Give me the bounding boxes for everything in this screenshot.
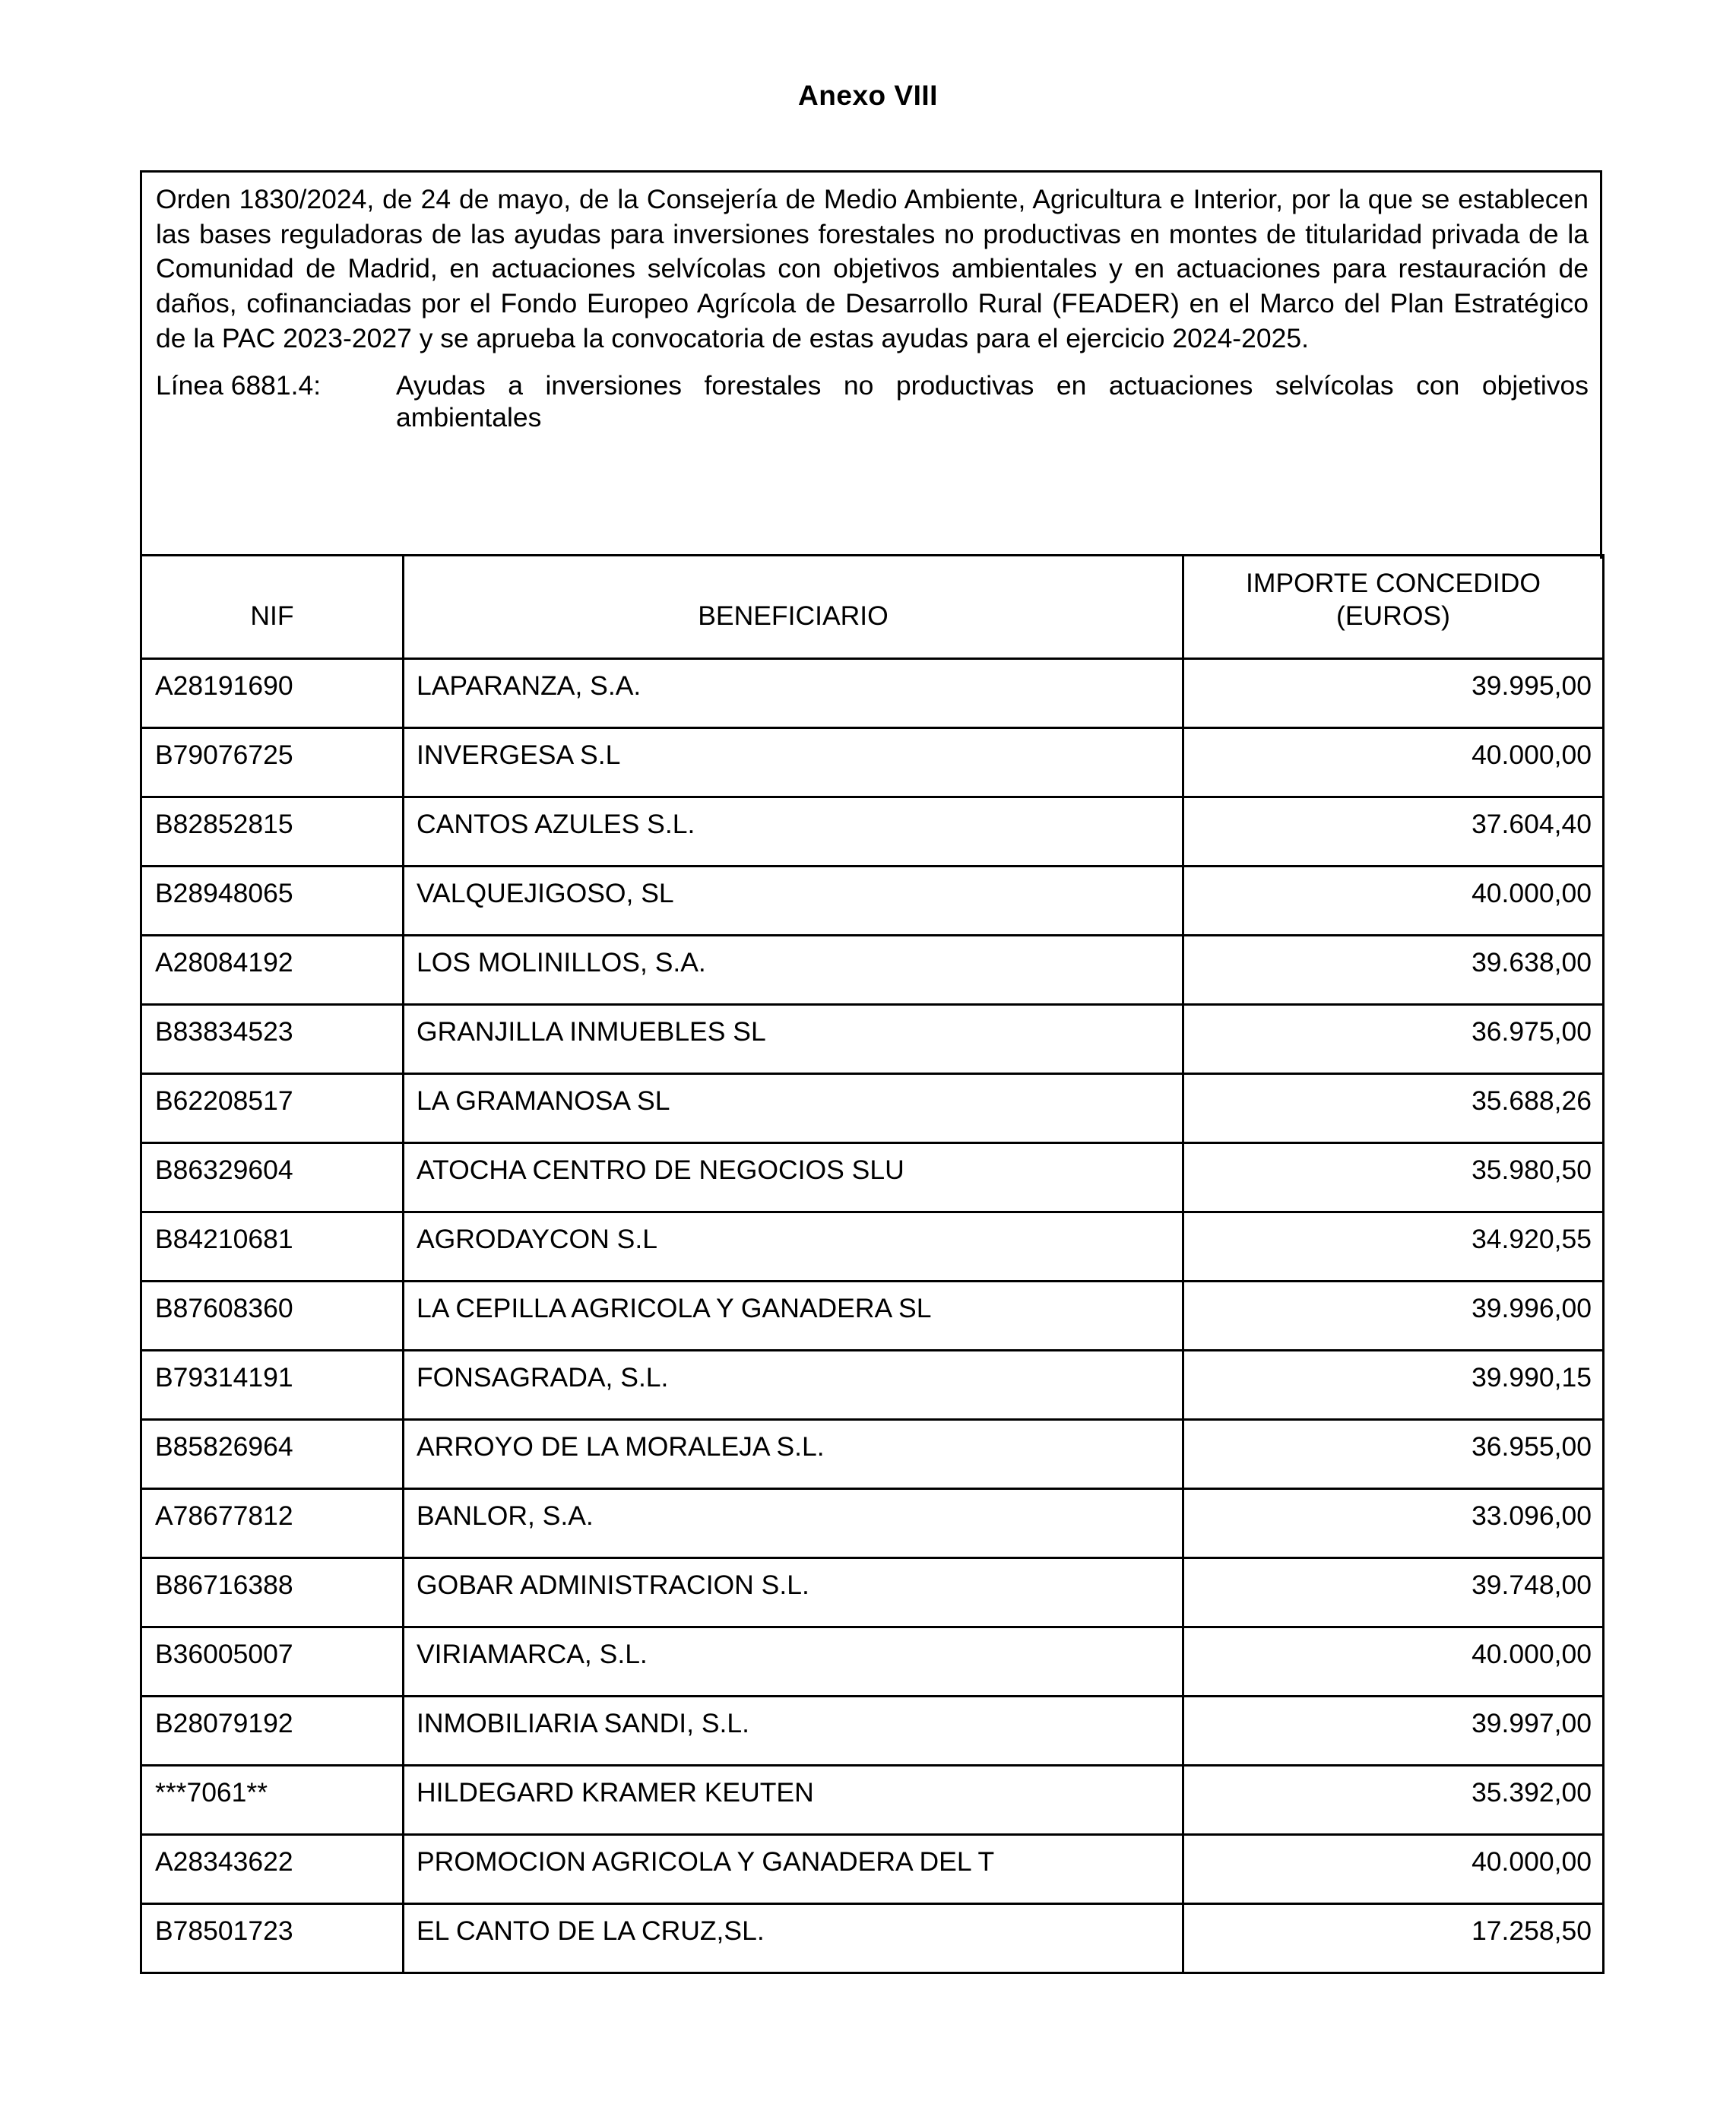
nif-cell: B79314191 [141,1351,404,1420]
header-nif: NIF [141,556,404,659]
table-row [141,1835,1604,1904]
linea-code: Línea 6881.4: [156,369,322,401]
table-row [141,1420,1604,1489]
nif-cell: B82852815 [141,797,404,867]
table-row [141,1282,1604,1351]
nif-cell: A28191690 [141,659,404,728]
beneficiary-cell: ATOCHA CENTRO DE NEGOCIOS SLU [404,1143,1183,1212]
amount-cell: 35.392,00 [1183,1766,1604,1835]
beneficiary-cell: BANLOR, S.A. [404,1489,1183,1558]
amount-cell: 35.980,50 [1183,1143,1604,1212]
nif-cell: A28084192 [141,936,404,1005]
table-row [141,867,1604,936]
order-description: Orden 1830/2024, de 24 de mayo, de la Consejería de Medio Ambiente, Agricultura e Interior, por la que se establecen las bases reguladoras de las ayudas para inversiones forestales no productivas en montes de titularidad privada de la Comunidad de Madrid, en actuaciones selvícolas con objetivos ambientales y en actuaciones para restauración de daños, cofinanciadas por el Fondo Europeo Agrícola de Desarrollo Rural (FEADER) en el Marco del Plan Estratégico de la PAC 2023-2027 y se aprueba la convocatoria de estas ayudas para el ejercicio 2024-2025. [156,184,1589,353]
table-row [141,659,1604,728]
table-row [141,1351,1604,1420]
nif-cell: A78677812 [141,1489,404,1558]
amount-cell: 40.000,00 [1183,1627,1604,1697]
amount-cell: 40.000,00 [1183,867,1604,936]
table-row [141,1627,1604,1697]
amount-cell: 39.748,00 [1183,1558,1604,1627]
table-body [141,659,1604,1973]
amount-cell: 39.997,00 [1183,1697,1604,1766]
amount-cell: 36.955,00 [1183,1420,1604,1489]
beneficiary-cell: FONSAGRADA, S.L. [404,1351,1183,1420]
table-row [141,1489,1604,1558]
table-row [141,797,1604,867]
header-importe-line2: (EUROS) [1336,600,1450,631]
beneficiary-cell: INVERGESA S.L [404,728,1183,797]
beneficiary-cell: INMOBILIARIA SANDI, S.L. [404,1697,1183,1766]
beneficiary-cell: PROMOCION AGRICOLA Y GANADERA DEL T [404,1835,1183,1904]
beneficiaries-table [140,554,1605,1974]
amount-cell: 39.638,00 [1183,936,1604,1005]
nif-cell: B83834523 [141,1005,404,1074]
table-header-row [141,556,1604,659]
table-row [141,1558,1604,1627]
nif-cell: ***7061** [141,1766,404,1835]
amount-cell: 39.995,00 [1183,659,1604,728]
annex-title: Anexo VIII [798,80,938,111]
amount-cell: 40.000,00 [1183,1835,1604,1904]
table-row [141,936,1604,1005]
header-importe [1183,556,1604,659]
beneficiary-cell: LAPARANZA, S.A. [404,659,1183,728]
nif-cell: B84210681 [141,1212,404,1282]
table-row [141,1697,1604,1766]
nif-cell: B85826964 [141,1420,404,1489]
table-row [141,1005,1604,1074]
amount-cell: 40.000,00 [1183,728,1604,797]
linea-line [156,369,1589,433]
amount-cell: 33.096,00 [1183,1489,1604,1558]
nif-cell: B28948065 [141,867,404,936]
beneficiary-cell: ARROYO DE LA MORALEJA S.L. [404,1420,1183,1489]
amount-cell: 17.258,50 [1183,1904,1604,1973]
annex-intro-box [140,170,1602,559]
linea-description: Ayudas a inversiones forestales no productivas en actuaciones selvícolas con objetivos ambientales [396,369,1589,433]
amount-cell: 39.990,15 [1183,1351,1604,1420]
beneficiary-cell: VALQUEJIGOSO, SL [404,867,1183,936]
beneficiary-cell: CANTOS AZULES S.L. [404,797,1183,867]
beneficiary-cell: GOBAR ADMINISTRACION S.L. [404,1558,1183,1627]
table-row [141,1904,1604,1973]
beneficiary-cell: LOS MOLINILLOS, S.A. [404,936,1183,1005]
beneficiary-cell: EL CANTO DE LA CRUZ,SL. [404,1904,1183,1973]
table-row [141,1143,1604,1212]
beneficiary-cell: GRANJILLA INMUEBLES SL [404,1005,1183,1074]
amount-cell: 35.688,26 [1183,1074,1604,1143]
amount-cell: 39.996,00 [1183,1282,1604,1351]
header-beneficiario: BENEFICIARIO [404,556,1183,659]
beneficiary-cell: AGRODAYCON S.L [404,1212,1183,1282]
amount-cell: 34.920,55 [1183,1212,1604,1282]
nif-cell: B62208517 [141,1074,404,1143]
nif-cell: B86329604 [141,1143,404,1212]
nif-cell: B86716388 [141,1558,404,1627]
nif-cell: B36005007 [141,1627,404,1697]
table-row [141,728,1604,797]
amount-cell: 37.604,40 [1183,797,1604,867]
nif-cell: B87608360 [141,1282,404,1351]
table-row [141,1766,1604,1835]
table-row [141,1212,1604,1282]
nif-cell: B78501723 [141,1904,404,1973]
nif-cell: A28343622 [141,1835,404,1904]
beneficiary-cell: LA CEPILLA AGRICOLA Y GANADERA SL [404,1282,1183,1351]
table-row [141,1074,1604,1143]
header-importe-line1: IMPORTE CONCEDIDO [1246,568,1541,598]
amount-cell: 36.975,00 [1183,1005,1604,1074]
beneficiary-cell: LA GRAMANOSA SL [404,1074,1183,1143]
beneficiary-cell: HILDEGARD KRAMER KEUTEN [404,1766,1183,1835]
beneficiary-cell: VIRIAMARCA, S.L. [404,1627,1183,1697]
intro-section [142,173,1600,559]
nif-cell: B28079192 [141,1697,404,1766]
nif-cell: B79076725 [141,728,404,797]
